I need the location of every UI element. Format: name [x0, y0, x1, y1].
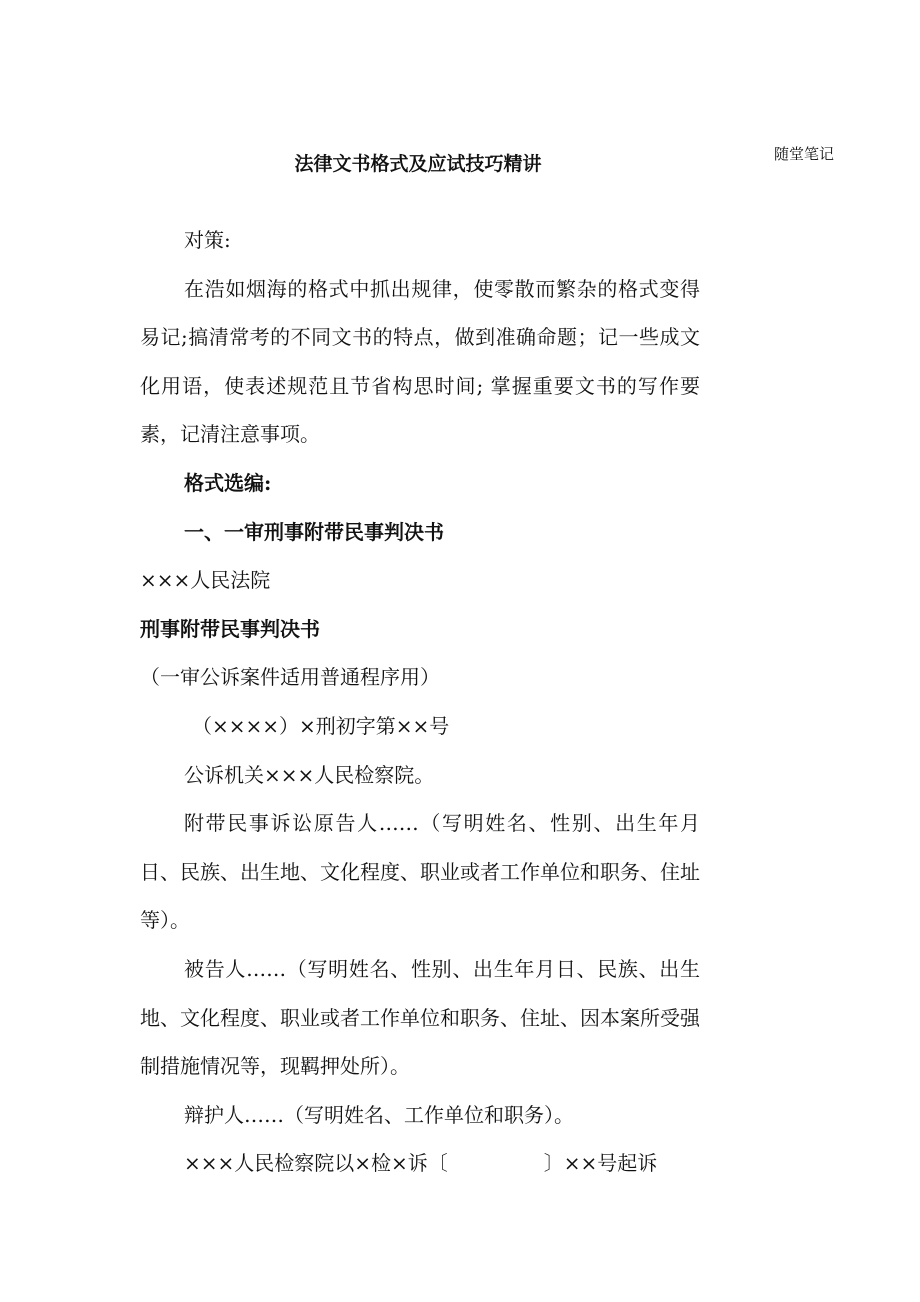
- document-body: [140, 216, 700, 1188]
- indictment-line: [140, 1139, 700, 1188]
- defender-line: 辩护人……（写明姓名、工作单位和职务）。: [184, 1102, 574, 1127]
- strategy-label: 对策:: [184, 228, 231, 252]
- indictment-start: ×××人民检察院以×检×诉〔: [184, 1151, 448, 1176]
- document-name: 刑事附带民事判决书: [140, 616, 320, 641]
- defendant-paragraph: 被告人……（写明姓名、性别、出生年月日、民族、出生地、文化程度、职业或者工作单位和职务、住址、因本案所受强制措施情况等，现羁押处所）。: [140, 956, 700, 1079]
- court-name: ×××人民法院: [140, 568, 271, 593]
- selection-label: 格式选编:: [184, 470, 272, 495]
- civil-plaintiff-paragraph: 附带民事诉讼原告人……（写明姓名、性别、出生年月日、民族、出生地、文化程度、职业或者工作单位和职务、住址等）。: [140, 811, 700, 933]
- strategy-paragraph: 在浩如烟海的格式中抓出规律，使零散而繁杂的格式变得易记;搞清常考的不同文书的特点，做到准确命题；记一些成文化用语，使表述规范且节省构思时间; 掌握重要文书的写作要素，记清注意事项。: [140, 276, 700, 447]
- indictment-end: 〕××号起诉: [543, 1151, 658, 1176]
- prosecutor-line: 公诉机关×××人民检察院。: [184, 762, 435, 787]
- document-title: 法律文书格式及应试技巧精讲: [294, 153, 542, 175]
- case-number: （××××）×刑初字第××号: [192, 713, 450, 738]
- section-heading: 一、一审刑事附带民事判决书: [184, 519, 444, 544]
- header-note: 随堂笔记: [774, 145, 835, 163]
- document-subtitle: （一审公诉案件适用普通程序用）: [140, 665, 440, 690]
